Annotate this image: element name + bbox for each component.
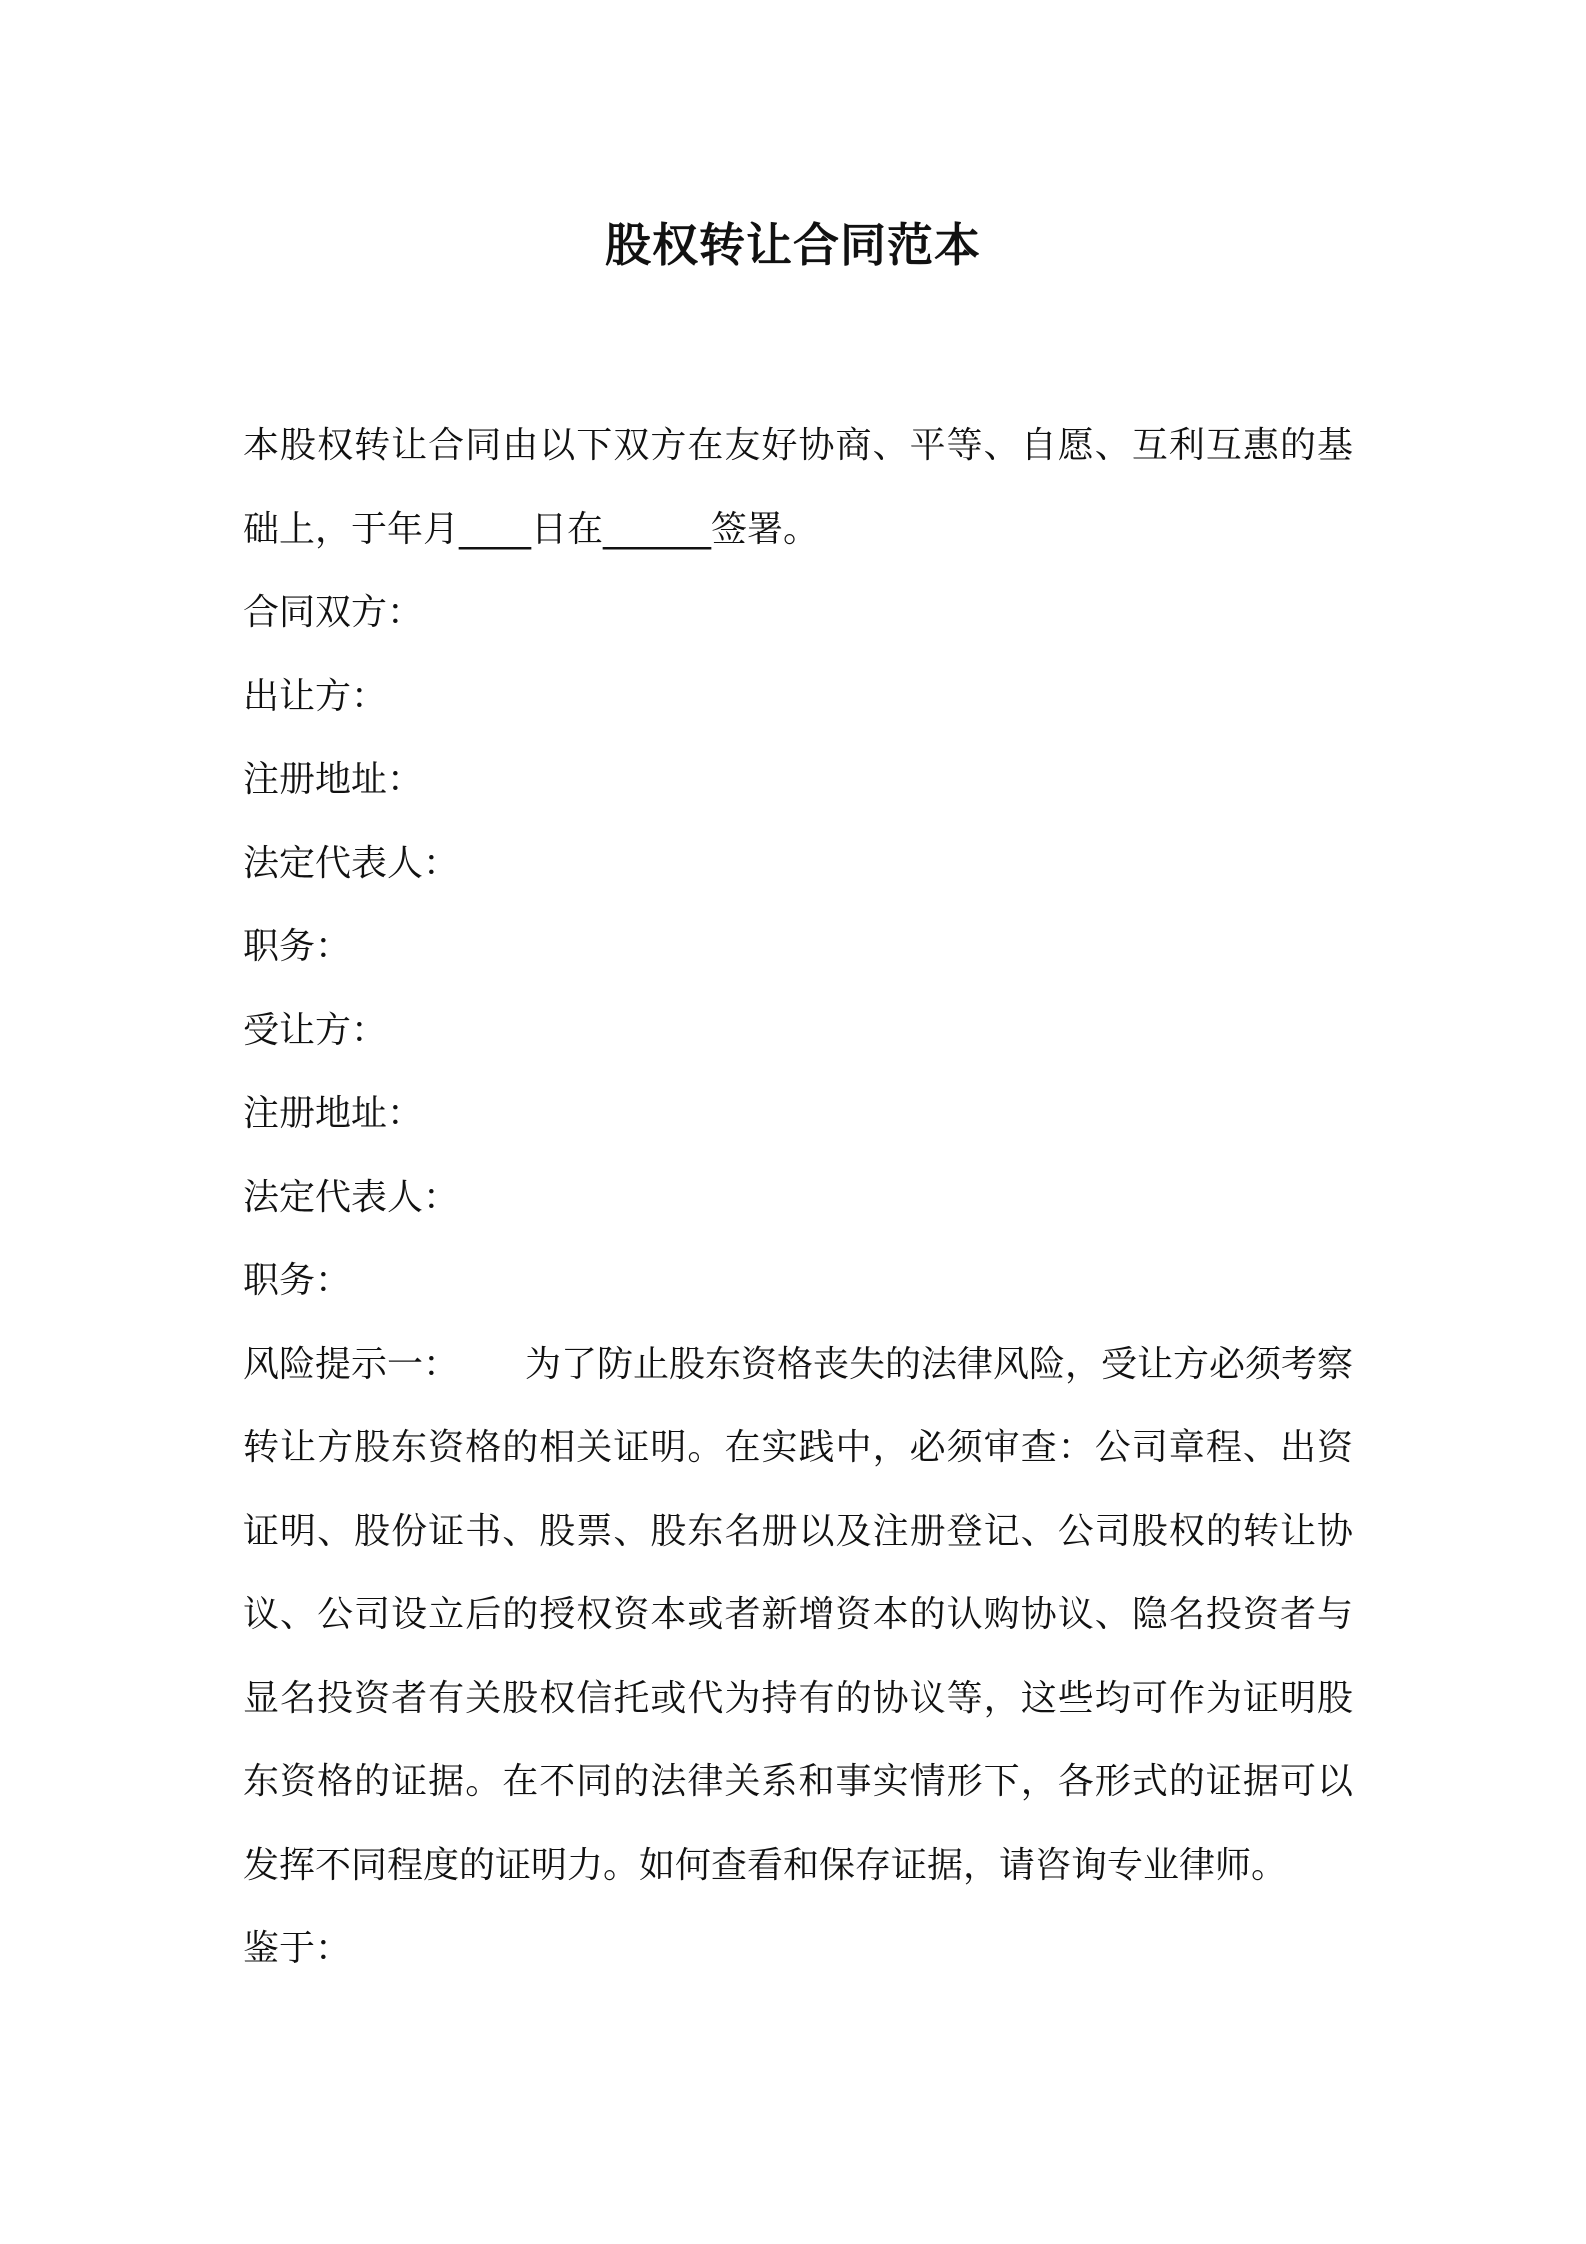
parties-heading: 合同双方： [243,592,424,633]
risk-notice-label: 风险提示一： [243,1343,460,1385]
transferee-position-label: 职务： [243,1260,352,1301]
transferee-representative-label: 法定代表人： [243,1176,460,1218]
transferee-address-label: 注册地址： [243,1093,424,1134]
risk-notice-paragraph [243,1323,1353,1908]
transferee-label: 受让方： [243,1009,388,1051]
document-body [243,404,1353,1991]
whereas-label: 鉴于： [243,1928,352,1969]
risk-notice-text: 为了防止股东资格丧失的法律风险，受让方必须考察转让方股东资格的相关证明。在实践中，必须审查：公司章程、出资证明、股份证书、股票、股东名册以及注册登记、公司股权的转让协议、公司设立后的授权资本或者新增资本的认购协议、隐名投资者与显名投资者有关股权信托或代为持有的协议等，这些均可作为证明股东资格的证据。在不同的法律关系和事实情形下，各形式的证据可以发挥不同程度的证明力。如何查看和保存证据，请咨询专业律师。 [243,1343,1354,1886]
intro-paragraph: 本股权转让合同由以下双方在友好协商、平等、自愿、互利互惠的基础上，于年月____日在______签署。 [243,425,1353,550]
transferor-representative-label: 法定代表人： [243,842,460,884]
transferor-position-label: 职务： [243,926,352,967]
document-title: 股权转让合同范本 [605,218,981,272]
transferor-label: 出让方： [243,675,388,717]
transferor-address-label: 注册地址： [243,759,424,800]
